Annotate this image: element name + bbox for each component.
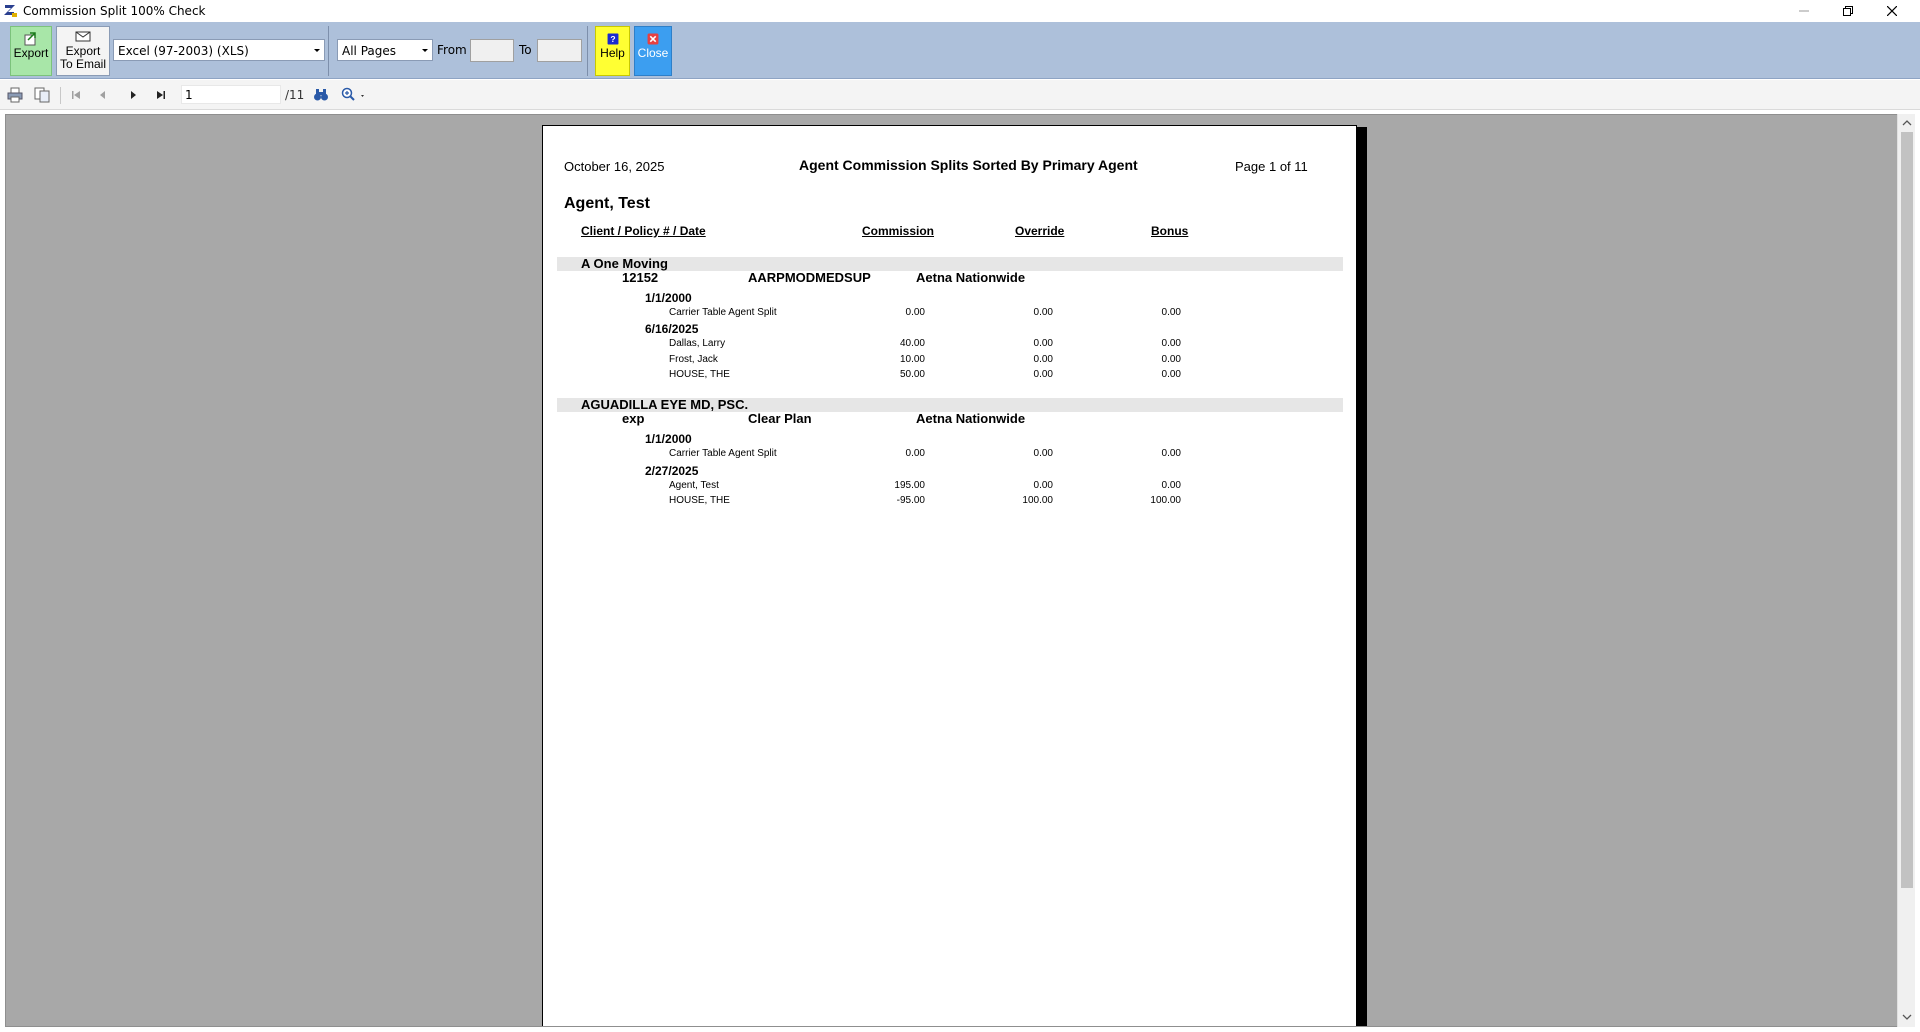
export-format-value: Excel (97-2003) (XLS) (118, 44, 249, 58)
help-button[interactable] (595, 26, 630, 76)
split-name: HOUSE, THE (669, 495, 730, 506)
policy-plan: Clear Plan (748, 411, 812, 426)
next-page-button[interactable] (124, 86, 142, 104)
from-page-input[interactable] (470, 39, 514, 62)
restore-button[interactable] (1826, 0, 1870, 22)
split-override: 0.00 (1033, 480, 1053, 491)
vertical-scrollbar[interactable] (1897, 114, 1915, 1027)
chevron-down-icon (314, 49, 320, 52)
first-page-button[interactable] (67, 86, 85, 104)
client-band (557, 257, 1343, 271)
split-bonus: 0.00 (1161, 369, 1181, 380)
help-icon (606, 32, 620, 46)
zoom-icon (341, 87, 369, 103)
report-page (542, 125, 1357, 1027)
chevron-down-icon (422, 49, 428, 52)
split-bonus: 0.00 (1161, 448, 1181, 459)
svg-text:?: ? (609, 34, 616, 45)
split-name: Carrier Table Agent Split (669, 307, 777, 318)
export-format-select[interactable] (113, 39, 325, 61)
group-date: 6/16/2025 (645, 322, 699, 336)
report-date: October 16, 2025 (564, 159, 665, 174)
client-name: A One Moving (581, 256, 668, 271)
viewer-toolbar (0, 80, 1920, 110)
split-name: Carrier Table Agent Split (669, 448, 777, 459)
toolbar-separator (328, 26, 329, 76)
export-label: Export (13, 46, 49, 60)
split-bonus: 0.00 (1161, 480, 1181, 491)
split-commission: 50.00 (899, 369, 925, 380)
close-report-button[interactable] (634, 26, 672, 76)
export-button[interactable] (10, 26, 52, 76)
column-header-override: Override (1015, 224, 1065, 238)
export-email-label-line1: Export (65, 44, 101, 58)
split-commission: -95.00 (896, 495, 925, 506)
group-date: 2/27/2025 (645, 464, 699, 478)
column-header-commission: Commission (862, 224, 935, 238)
binoculars-icon (313, 87, 329, 103)
last-page-button[interactable] (152, 86, 170, 104)
report-page-label: Page 1 of 11 (1235, 159, 1308, 174)
copy-pages-icon (34, 87, 50, 103)
window-close-button[interactable] (1870, 0, 1914, 22)
title-bar (0, 0, 1920, 22)
report-viewer (5, 114, 1899, 1027)
page-range-value: All Pages (342, 44, 396, 58)
group-date: 1/1/2000 (645, 291, 692, 305)
split-commission: 10.00 (899, 354, 925, 365)
last-page-icon (156, 90, 166, 100)
policy-number: 12152 (622, 270, 659, 285)
split-commission: 40.00 (899, 338, 925, 349)
printer-icon (7, 87, 23, 103)
column-header-bonus: Bonus (1151, 224, 1189, 238)
policy-carrier: Aetna Nationwide (916, 411, 1026, 426)
split-override: 100.00 (1022, 495, 1053, 506)
agent-heading: Agent, Test (564, 195, 650, 212)
split-commission: 0.00 (905, 448, 925, 459)
close-icon (1887, 6, 1897, 16)
split-bonus: 0.00 (1161, 354, 1181, 365)
policy-plan: AARPMODMEDSUP (748, 270, 871, 285)
split-name: Agent, Test (669, 480, 719, 491)
split-bonus: 0.00 (1161, 338, 1181, 349)
split-override: 0.00 (1033, 448, 1053, 459)
split-override: 0.00 (1033, 369, 1053, 380)
scroll-up-icon[interactable] (1902, 118, 1912, 128)
split-commission: 0.00 (905, 307, 925, 318)
restore-icon (1843, 6, 1853, 16)
export-to-email-button[interactable] (56, 26, 110, 76)
to-label: To (519, 43, 532, 57)
split-name: HOUSE, THE (669, 369, 730, 380)
client-name: AGUADILLA EYE MD, PSC. (581, 397, 749, 412)
envelope-icon (74, 30, 92, 44)
first-page-icon (71, 90, 81, 100)
next-page-icon (128, 90, 138, 100)
scrollbar-thumb[interactable] (1901, 132, 1913, 888)
main-toolbar (0, 22, 1920, 79)
previous-page-icon (98, 90, 108, 100)
split-name: Frost, Jack (669, 354, 718, 365)
split-name: Dallas, Larry (669, 338, 726, 349)
minimize-button[interactable] (1782, 0, 1826, 22)
app-logo-icon (3, 3, 18, 18)
policy-carrier: Aetna Nationwide (916, 270, 1026, 285)
column-header-client: Client / Policy # / Date (581, 224, 706, 238)
copy-button[interactable] (33, 86, 51, 104)
close-label: Close (637, 46, 669, 60)
export-icon (22, 32, 40, 46)
zoom-button[interactable] (340, 86, 370, 104)
report-title: Agent Commission Splits Sorted By Primary Agent (799, 157, 1138, 173)
toolbar-separator (587, 26, 588, 76)
split-override: 0.00 (1033, 354, 1053, 365)
page-total: /11 (285, 88, 305, 102)
split-bonus: 100.00 (1150, 495, 1181, 506)
find-button[interactable] (312, 86, 330, 104)
group-date: 1/1/2000 (645, 432, 692, 446)
minimize-icon (1799, 6, 1809, 16)
window-title: Commission Split 100% Check (23, 4, 206, 18)
split-commission: 195.00 (894, 480, 925, 491)
help-label: Help (600, 46, 625, 60)
scroll-down-icon[interactable] (1902, 1012, 1912, 1022)
previous-page-button[interactable] (94, 86, 112, 104)
page-number-input[interactable]: 1 (181, 85, 281, 104)
print-button[interactable] (6, 86, 24, 104)
viewer-separator (60, 87, 61, 104)
split-override: 0.00 (1033, 307, 1053, 318)
split-bonus: 0.00 (1161, 307, 1181, 318)
split-override: 0.00 (1033, 338, 1053, 349)
export-email-label-line2: To Email (59, 57, 106, 71)
policy-number: exp (622, 411, 645, 426)
page-range-select[interactable] (337, 39, 433, 61)
from-label: From (437, 43, 467, 57)
to-page-input[interactable] (537, 39, 582, 62)
close-icon (646, 32, 660, 46)
